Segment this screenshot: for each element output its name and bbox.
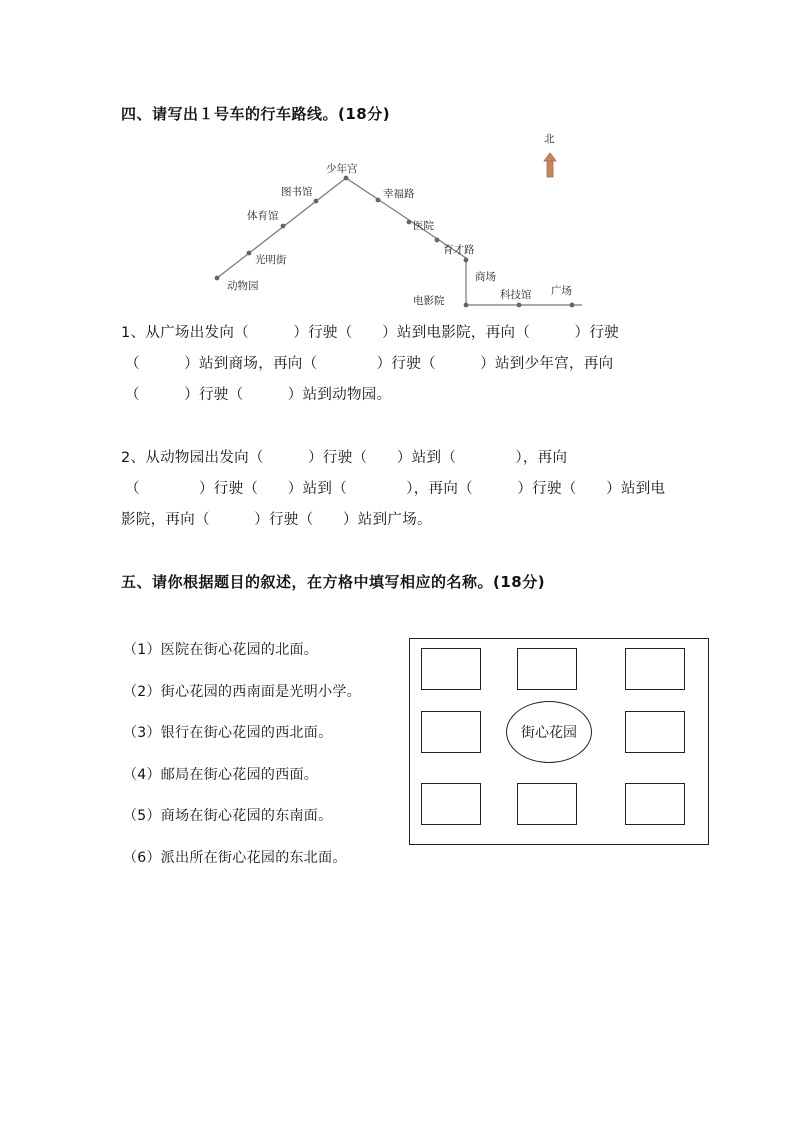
north-label: 北 [544,133,555,145]
direction-item-5: （5）商场在街心花园的东南面。 [123,808,333,824]
station-label: 动物园 [227,280,259,292]
station-label: 少年宫 [326,163,358,175]
q2-line-3: 影院，再向（ ）行驶（ ）站到广场。 [121,512,432,528]
station-label: 科技馆 [500,289,532,301]
q2-line-2: （ ）行驶（ ）站到（ ），再向（ ）行驶（ ）站到电 [125,481,666,497]
station-label: 广场 [551,285,572,297]
station-dot-zoo [215,276,220,281]
q1-line-1: 1、从广场出发向（ ）行驶（ ）站到电影院，再向（ ）行驶 [121,325,619,341]
grid-cell-northeast[interactable] [625,648,685,690]
grid-cell-west[interactable] [421,711,481,753]
station-dot-tech [517,303,522,308]
route-map [0,0,794,320]
station-dot-xingfu [376,198,381,203]
station-dot-shaonian [344,176,349,181]
station-label: 图书馆 [281,186,313,198]
north-arrow-icon [544,153,556,177]
station-dot-library [314,199,319,204]
grid-cell-northwest[interactable] [421,648,481,690]
station-dot-square [570,303,575,308]
direction-item-4: （4）邮局在街心花园的西面。 [123,767,319,783]
station-dot-mall [464,258,469,263]
direction-item-2: （2）街心花园的西南面是光明小学。 [123,684,362,700]
direction-item-3: （3）银行在街心花园的西北面。 [123,725,333,741]
station-label: 光明街 [255,254,287,266]
q1-line-2: （ ）站到商场，再向（ ）行驶（ ）站到少年宫，再向 [125,356,614,372]
station-label: 育才路 [443,244,475,256]
q1-line-3: （ ）行驶（ ）站到动物园。 [125,387,392,403]
direction-item-6: （6）派出所在街心花园的东北面。 [123,850,347,866]
station-dot-hospital [407,220,412,225]
station-label: 电影院 [413,295,445,307]
grid-cell-east[interactable] [625,711,685,753]
station-dot-yucai [435,238,440,243]
section4-title: 四、请写出１号车的行车路线。(18分) [121,105,391,123]
section5-title: 五、请你根据题目的叙述，在方格中填写相应的名称。(18分) [121,573,546,591]
grid-cell-southeast[interactable] [625,783,685,825]
station-label: 医院 [413,220,434,232]
station-label: 幸福路 [383,188,415,200]
station-label: 商场 [475,271,496,283]
station-dot-cinema [464,303,469,308]
station-dot-guangming [247,251,252,256]
station-label: 体育馆 [247,210,279,222]
q2-line-1: 2、从动物园出发向（ ）行驶（ ）站到（ ），再向 [121,450,568,466]
grid-cell-north[interactable] [517,648,577,690]
center-garden-oval: 街心花园 [506,701,592,763]
grid-cell-south[interactable] [517,783,577,825]
grid-cell-southwest[interactable] [421,783,481,825]
station-dot-gym [281,224,286,229]
direction-item-1: （1）医院在街心花园的北面。 [123,642,319,658]
